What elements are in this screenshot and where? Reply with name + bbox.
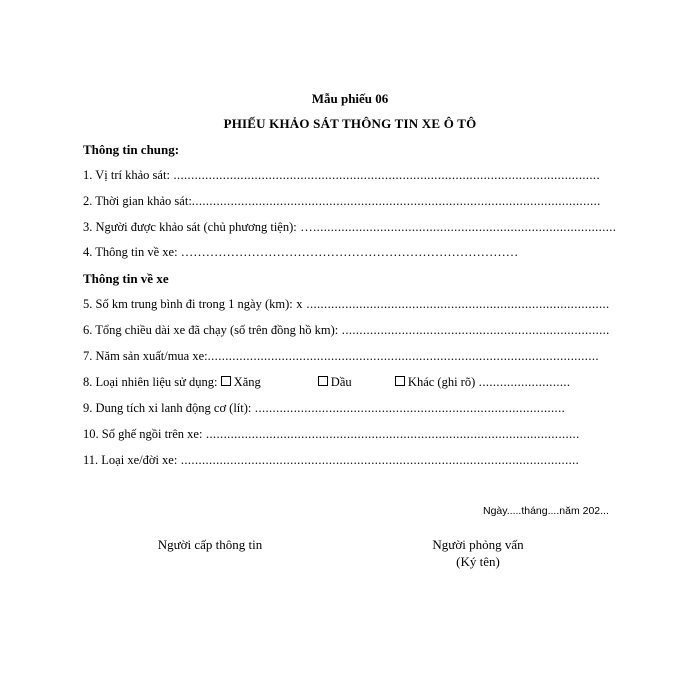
field-fuel-type [83, 375, 570, 390]
field-fill-line: ................................................................................................................. [177, 453, 580, 467]
field-label: 5. Số km trung bình đi trong 1 ngày (km): [83, 297, 293, 311]
fuel-option-label: Dầu [330, 375, 352, 389]
field-fill-line: .......................................................................................................... [202, 427, 580, 441]
field-label: 6. Tổng chiều dài xe đã chạy (số trên đồng hồ km): [83, 323, 339, 337]
field-fill-line: ............................................................................ [338, 323, 610, 337]
field-fill-line: x ...................................................................................... [292, 297, 610, 311]
field-fill-line: ........................................................................................ [251, 401, 566, 415]
field-label: 9. Dung tích xi lanh động cơ (lít): [83, 401, 252, 415]
field-fill-line: ......................................................................................................................... [169, 168, 600, 182]
form-title: PHIẾU KHẢO SÁT THÔNG TIN XE Ô TÔ [223, 116, 477, 131]
field-label: 3. Người được khảo sát (chủ phương tiện): [83, 220, 297, 234]
checkbox-other[interactable] [395, 376, 405, 386]
field-vehicle-model [83, 453, 579, 468]
field-label: 2. Thời gian khảo sát: [83, 194, 192, 208]
field-label: 1. Vị trí khảo sát: [83, 168, 170, 182]
field-seat-count [83, 427, 580, 442]
field-fill-line: ............................................................................................................... [207, 349, 599, 363]
signature-interviewer-label: Người phỏng vấn [432, 537, 524, 552]
field-manufacture-year [83, 349, 599, 364]
field-respondent [83, 220, 616, 235]
field-fill-line: ……………………………………………………………………… [177, 245, 519, 259]
fuel-option-petrol[interactable] [221, 375, 315, 390]
field-fill-line: .......................... [475, 375, 571, 389]
section-general-heading: Thông tin chung: [83, 142, 180, 157]
checkbox-petrol[interactable] [221, 376, 231, 386]
field-label: 4. Thông tin về xe: [83, 245, 178, 259]
fuel-option-label: Khác (ghi rõ) [407, 375, 476, 389]
field-daily-km [83, 297, 610, 312]
field-fill-line: …...................................................................................... [296, 220, 617, 234]
field-label: 7. Năm sản xuất/mua xe: [83, 349, 208, 363]
field-fill-line: .................................................................................................................... [191, 194, 601, 208]
fuel-option-diesel[interactable] [318, 375, 392, 390]
date-line: Ngày.....tháng....năm 202... [483, 505, 609, 517]
field-odometer [83, 323, 610, 338]
fuel-option-label: Xăng [233, 375, 261, 389]
field-survey-location [83, 168, 600, 183]
field-label: 10. Số ghế ngồi trên xe: [83, 427, 203, 441]
form-code: Mẫu phiếu 06 [311, 91, 389, 106]
field-survey-time [83, 194, 601, 209]
signature-provider-label: Người cấp thông tin [157, 537, 263, 552]
checkbox-diesel[interactable] [318, 376, 328, 386]
section-vehicle-heading: Thông tin về xe [83, 271, 169, 286]
fuel-option-other[interactable] [395, 375, 571, 390]
field-vehicle-info [83, 245, 518, 260]
signature-interviewer-note: (Ký tên) [456, 554, 500, 569]
field-label: 8. Loại nhiên liệu sử dụng: [83, 375, 218, 389]
field-label: 11. Loại xe/đời xe: [83, 453, 178, 467]
field-engine-capacity [83, 401, 565, 416]
